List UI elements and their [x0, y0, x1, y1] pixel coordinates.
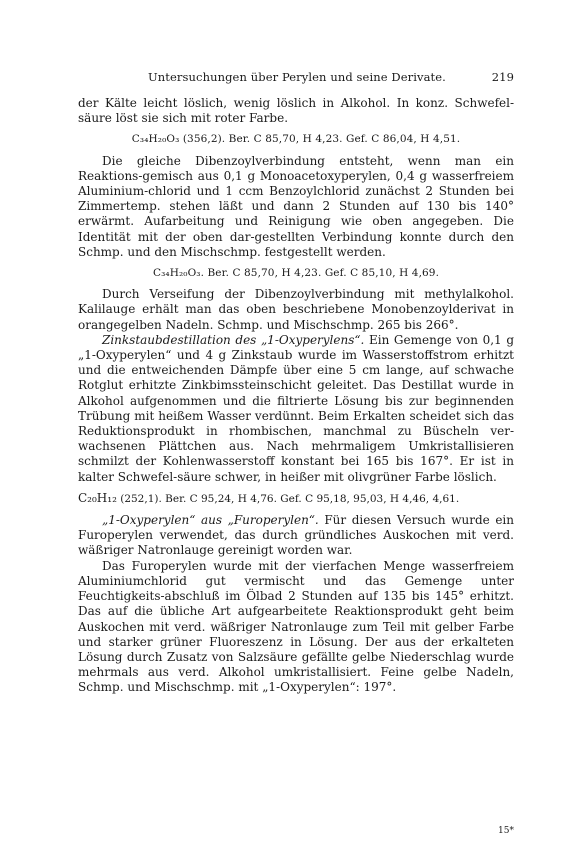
paragraph-aluminiumchlorid: Das Furoperylen wurde mit der vierfachen Menge wasserfreiem Aluminiumchlorid gut vermischt und das Gemenge unter Feuchtigkeits-abschluß im Ölbad 2 Stunden auf 135 bis 145° erhitzt. Das auf die übliche Art aufgearbeitete Reaktionsprodukt geht beim Auskochen mit verd. wäßriger Natronlauge zum Teil mit gelber Farbe und starker grüner Fluoreszenz in Lösung. Der aus der erkalteten Lösung durch Zusatz von Salzsäure gefällte gelbe Niederschlag wurde mehrmals aus verd. Alkohol umkristallisiert. Feine gelbe Nadeln, Schmp. und Mischschmp. mit „1-Oxyperylen“: 197°. [78, 558, 514, 695]
analysis-line-3 [78, 491, 514, 507]
paragraph-continued: der Kälte leicht löslich, wenig löslich in Alkohol. In konz. Schwefel-säure löst sie sich mit roter Farbe. [78, 96, 514, 126]
paragraph-dibenzoyl: Die gleiche Dibenzoylverbindung entsteht, wenn man ein Reaktions-gemisch aus 0,1 g Monoacetoxyperylen, 0,4 g wasserfreiem Aluminium-chlorid und 1 ccm Benzoylchlorid zunächst 2 Stunden bei Zimmertemp. stehen läßt und dann 2 Stunden auf 130 bis 140° erwärmt. Aufarbeitung und Reinigung wie oben angegeben. Die Identität mit der oben dar-gestellten Verbindung konnte durch den Schmp. und den Mischschmp. festgestellt werden. [78, 153, 514, 259]
section-heading-furoperylen: „1-Oxyperylen“ aus „Furoperylen“. [102, 513, 319, 528]
analysis-line-2: C₃₄H₂₀O₃. Ber. C 85,70, H 4,23. Gef. C 85,10, H 4,69. [152, 267, 440, 280]
paragraph-zinkstaub-body: Ein Gemenge von 0,1 g „1-Oxyperylen“ und 4 g Zinkstaub wurde im Wasserstoffstrom erhitzt und die entweichenden Dämpfe über eine 5 cm lange, auf schwache Rotglut erhitzte Zinkbimssteinschicht geleitet. Das Destillat wurde in Alkohol aufgenommen und die filtrierte Lösung bis zur beginnenden Trübung mit heißem Wasser verdünnt. Beim Erkalten scheidet sich das Reduktionsprodukt in rhombischen, manchmal zu Büscheln ver-wachsenen Plättchen aus. Nach mehrmaligem Umkristallisieren schmilzt der Kohlenwasserstoff konstant bei 165 bis 167°. Er ist in kalter Schwefel-säure schwer, in heißer mit olivgrüner Farbe löslich. [78, 332, 515, 484]
signature-mark: 15* [498, 826, 514, 836]
formula: C₂₀H₁₂ [78, 490, 117, 505]
section-heading-zinkstaub: Zinkstaubdestillation des „1-Oxyperylens“. [102, 332, 365, 347]
paragraph-zinkstaub [78, 333, 514, 485]
paragraph-furoperylen-body: Für diesen Versuch wurde ein Furoperylen verwendet, das durch gründliches Auskochen mit verd. wäßriger Natronlauge gereinigt worden war. [78, 513, 514, 558]
analysis-line-1: C₃₄H₂₀O₃ (356,2). Ber. C 85,70, H 4,23. Gef. C 86,04, H 4,51. [131, 133, 461, 146]
running-title: Untersuchungen über Perylen und seine Derivate. [148, 70, 446, 84]
paragraph-furoperylen [78, 513, 514, 559]
body-text [78, 96, 514, 696]
paragraph-verseifung: Durch Verseifung der Dibenzoylverbindung mit methylalkohol. Kalilauge erhält man das oben beschriebene Monobenzoylderivat in orangegelben Nadeln. Schmp. und Mischschmp. 265 bis 266°. [78, 287, 514, 332]
page-number: 219 [491, 70, 514, 84]
analysis-values: (252,1). Ber. C 95,24, H 4,76. Gef. C 95,18, 95,03, H 4,46, 4,61. [116, 492, 460, 505]
